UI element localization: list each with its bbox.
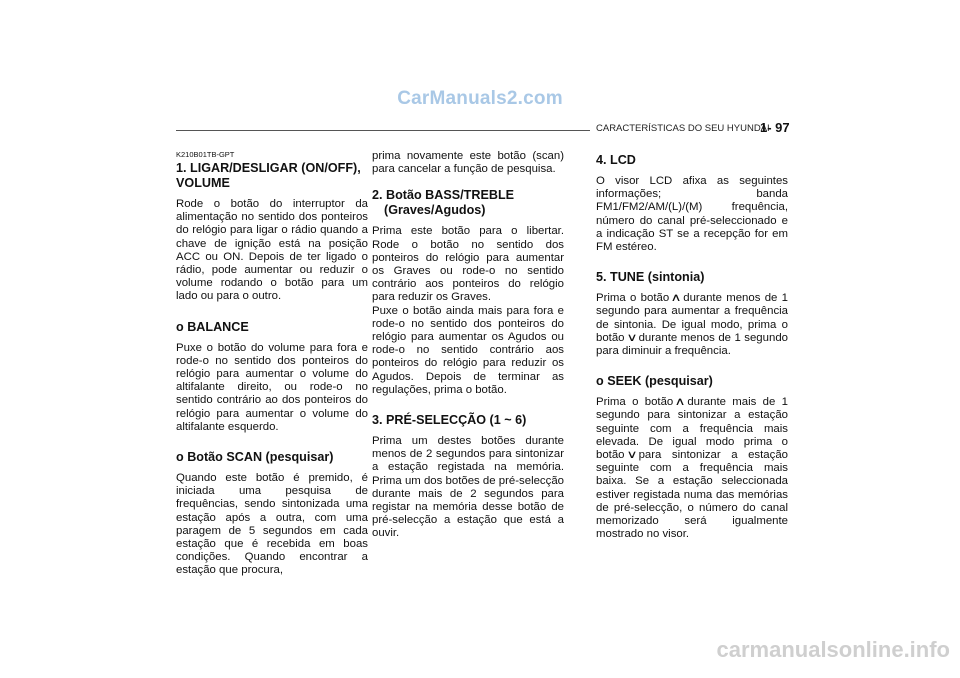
- watermark-bottom: carmanualsonline.info: [716, 637, 950, 662]
- column-3: [596, 153, 788, 541]
- paragraph-scan: Quando este botão é premido, é iniciada uma pesquisa de frequências, sendo sintonizada uma estação após a outra, com uma paragem de 5 segundos em cada estação que é recebida em boas condições. Quando encontrar a estação que procura,: [176, 472, 368, 577]
- column-2: [372, 150, 564, 541]
- heading-lcd: 4. LCD: [596, 153, 636, 167]
- section-code: K210B01TB-GPT: [176, 150, 235, 159]
- heading-power-volume: [176, 161, 368, 191]
- heading-bass-treble-line2: (Graves/Agudos): [384, 203, 486, 218]
- paragraph-power-volume: Rode o botão do interruptor da alimentação no sentido dos ponteiros do relógio para ligar o rádio quando a chave de ignição está na posição ACC ou ON. Depois de ter ligado o rádio, pode aumentar ou reduzir o volume rodando o botão para um lado ou para o outro.: [176, 198, 368, 303]
- heading-preset: 3. PRÉ-SELECÇÃO (1 ~ 6): [372, 413, 527, 428]
- paragraph-bass: Prima este botão para o libertar. Rode o botão no sentido dos ponteiros do relógio para aumentar os Graves ou rode-o no sentido contrário aos ponteiros do relógio para reduzir os Graves.: [372, 225, 564, 304]
- paragraph-tune-c: durante menos de 1 segundo para diminuir a frequência.: [596, 331, 788, 358]
- down-arrow-icon: ∨: [625, 449, 638, 462]
- header-rule: [176, 130, 590, 131]
- heading-balance: o BALANCE: [176, 319, 249, 334]
- paragraph-seek-a: Prima o botão: [596, 396, 674, 409]
- heading-scan: o Botão SCAN (pesquisar): [176, 450, 334, 465]
- paragraph-seek-b: durante mais de 1 segundo para sintonizar a estação seguinte com a frequência mais elevada. De igual modo prima o botão: [596, 396, 788, 462]
- heading-bass-treble: [372, 188, 564, 218]
- paragraph-seek-c: para sintonizar a estação seguinte com a frequência mais baixa. Se a estação seleccionada estiver registada numa das memórias de pré-selecção, o número do canal memorizado será igualmente mostrado no visor.: [596, 449, 788, 541]
- heading-seek: o SEEK (pesquisar): [596, 374, 713, 389]
- paragraph-treble: Puxe o botão ainda mais para fora e rode-o no sentido dos ponteiros do relógio para aumentar os Agudos ou rode-o no sentido contrário aos ponteiros do relógio para reduzir os Agudos. Depois de terminar as regulações, prima o botão.: [372, 304, 564, 396]
- paragraph-lcd: O visor LCD afixa as seguintes informações; banda FM1/FM2/AM/(L)/(M) frequência, número do canal pré-seleccionado e a indicação ST se a recepção for em FM estéreo.: [596, 175, 788, 254]
- heading-bass-treble-line1: 2. Botão BASS/TREBLE: [372, 188, 515, 203]
- paragraph-tune-b: durante menos de 1 segundo para aumentar a frequência de sintonia. De igual modo, prima o botão: [596, 292, 788, 344]
- paragraph-balance: Puxe o botão do volume para fora e rode-o no sentido dos ponteiros do relógio para aumentar o volume do altifalante direito, ou rode-o no sentido contrário ao dos ponteiros do relógio para aumentar o volume do altifalante esquerdo.: [176, 341, 368, 433]
- down-arrow-icon: ∨: [625, 331, 638, 344]
- paragraph-preset: Prima um destes botões durante menos de 2 segundos para sintonizar a estação registada na memória. Prima um dos botões de pré-selecção durante mais de 2 segundos para registar na memória desse botão de pré-selecção a estação que está a ouvir.: [372, 435, 564, 540]
- up-arrow-icon: ∧: [674, 396, 686, 409]
- up-arrow-icon: ∧: [670, 292, 682, 305]
- paragraph-tune: [596, 292, 788, 358]
- heading-tune: 5. TUNE (sintonia): [596, 270, 705, 285]
- paragraph-seek: [596, 396, 788, 541]
- column-1: [176, 150, 368, 578]
- paragraph-tune-a: Prima o botão: [596, 292, 670, 305]
- paragraph-scan-continued: prima novamente este botão (scan) para cancelar a função de pesquisa.: [372, 150, 564, 176]
- section-header: CARACTERÍSTICAS DO SEU HYUNDAI: [596, 123, 770, 134]
- heading-power-volume-line2: VOLUME: [176, 176, 230, 190]
- watermark-top: CarManuals2.com: [397, 88, 563, 109]
- page-number: 1- 97: [760, 120, 790, 135]
- heading-power-volume-line1: 1. LIGAR/DESLIGAR (ON/OFF),: [176, 161, 361, 175]
